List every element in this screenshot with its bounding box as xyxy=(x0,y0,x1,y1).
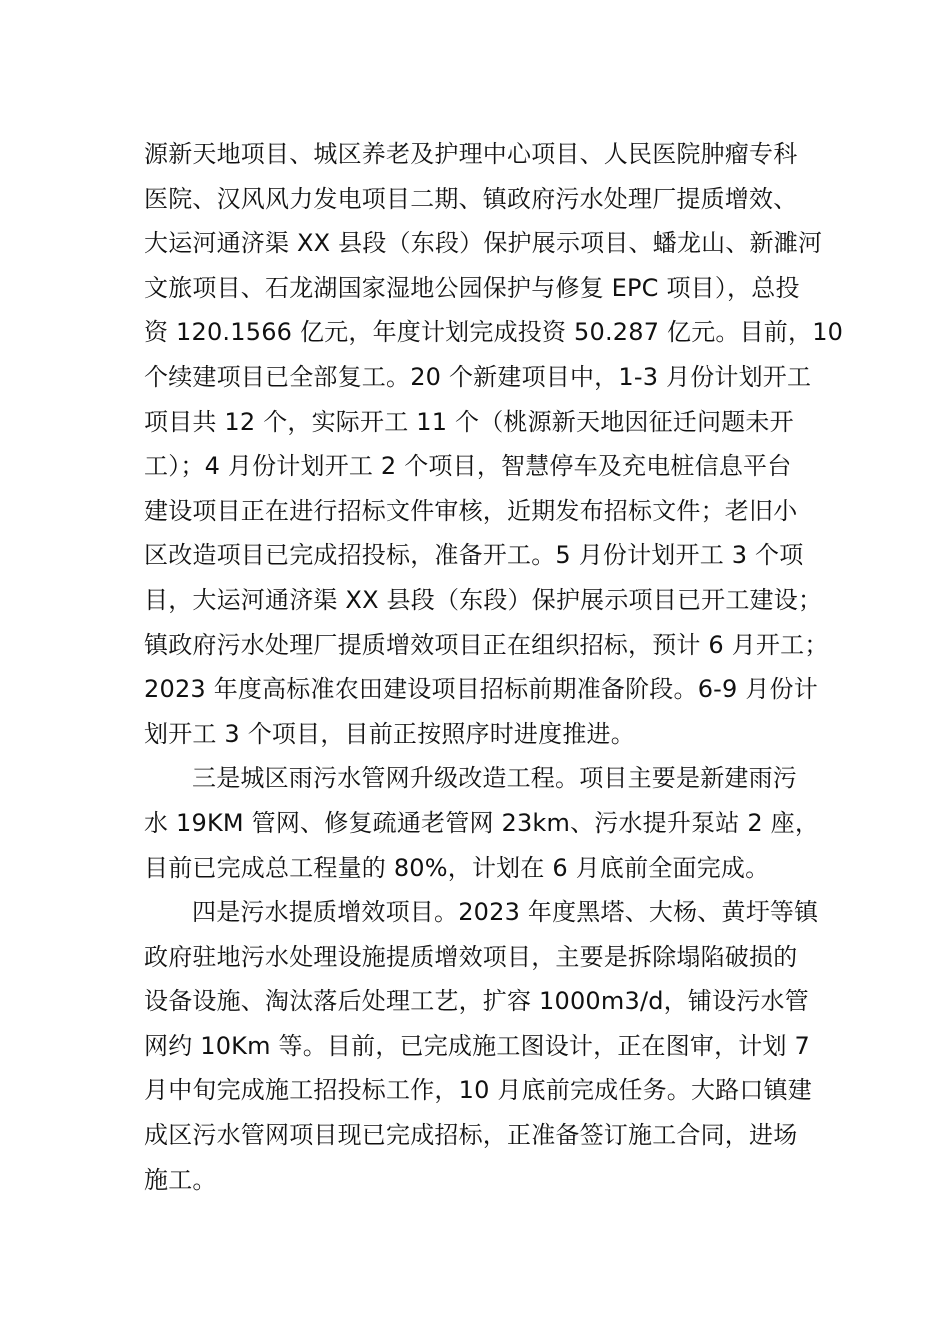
paragraph-project-progress xyxy=(144,132,844,756)
text-line: 四是污水提质增效项目。2023 年度黑塔、大杨、黄圩等镇 xyxy=(192,898,819,927)
text-line: 目，大运河通济渠 XX 县段（东段）保护展示项目已开工建设； xyxy=(144,585,823,614)
text-line: 镇政府污水处理厂提质增效项目正在组织招标，预计 6 月开工； xyxy=(144,630,829,659)
text-line: 资 120.1566 亿元，年度计划完成投资 50.287 亿元。目前，10 xyxy=(144,318,844,347)
text-line: 文旅项目、石龙湖国家湿地公园保护与修复 EPC 项目），总投 xyxy=(144,273,800,302)
text-line: 施工。 xyxy=(144,1165,217,1194)
text-line: 三是城区雨污水管网升级改造工程。项目主要是新建雨污 xyxy=(192,764,797,793)
text-line: 建设项目正在进行招标文件审核，近期发布招标文件；老旧小 xyxy=(144,496,798,525)
text-line: 区改造项目已完成招投标，准备开工。5 月份计划开工 3 个项 xyxy=(144,541,804,570)
text-line: 项目共 12 个，实际开工 11 个（桃源新天地因征迁问题未开 xyxy=(144,407,794,436)
text-line: 网约 10Km 等。目前，已完成施工图设计，正在图审，计划 7 xyxy=(144,1031,811,1060)
text-line: 水 19KM 管网、修复疏通老管网 23km、污水提升泵站 2 座， xyxy=(144,808,820,837)
text-line: 大运河通济渠 XX 县段（东段）保护展示项目、蟠龙山、新濉河 xyxy=(144,229,823,258)
text-line: 政府驻地污水处理设施提质增效项目，主要是拆除塌陷破损的 xyxy=(144,942,798,971)
text-line: 月中旬完成施工招投标工作，10 月底前完成任务。大路口镇建 xyxy=(144,1076,812,1105)
text-line: 源新天地项目、城区养老及护理中心项目、人民医院肿瘤专科 xyxy=(144,140,798,168)
text-line: 设备设施、淘汰落后处理工艺，扩容 1000m3/d，铺设污水管 xyxy=(144,987,809,1016)
text-line: 划开工 3 个项目，目前正按照序时进度推进。 xyxy=(144,719,635,748)
text-line: 目前已完成总工程量的 80%，计划在 6 月底前全面完成。 xyxy=(144,853,770,882)
text-line: 个续建项目已全部复工。20 个新建项目中，1-3 月份计划开工 xyxy=(144,362,812,391)
paragraph-sewage-quality-improvement xyxy=(144,890,824,1202)
text-line: 成区污水管网项目现已完成招标，正准备签订施工合同，进场 xyxy=(144,1121,798,1150)
text-line: 工）；4 月份计划开工 2 个项目，智慧停车及充电桩信息平台 xyxy=(144,452,792,481)
document-body xyxy=(144,132,844,1202)
text-line: 2023 年度高标准农田建设项目招标前期准备阶段。6-9 月份计 xyxy=(144,675,818,704)
paragraph-rain-sewage-network xyxy=(144,756,824,890)
text-line: 医院、汉风风力发电项目二期、镇政府污水处理厂提质增效、 xyxy=(144,184,798,213)
